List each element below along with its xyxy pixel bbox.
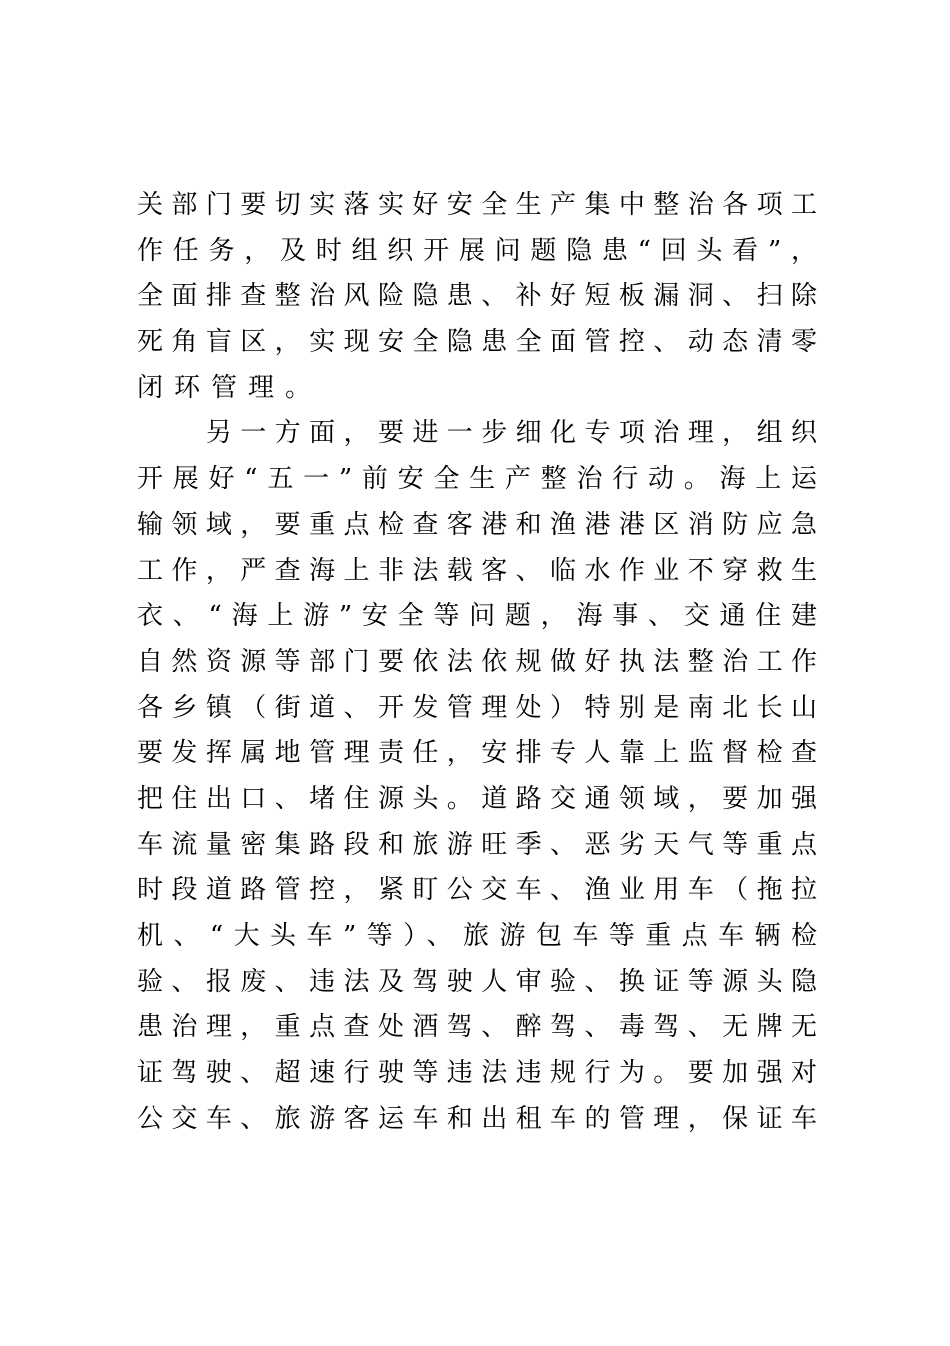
paragraph-start-line: 另一方面，要进一步细化专项治理，组织 bbox=[137, 418, 817, 449]
paragraph-end-line: 闭环管理。 bbox=[137, 372, 323, 403]
text-line: 工作，严查海上非法载客、临水作业不穿救生 bbox=[137, 555, 817, 586]
text-line: 患治理，重点查处酒驾、醉驾、毒驾、无牌无 bbox=[137, 1012, 817, 1043]
text-line: 车流量密集路段和旅游旺季、恶劣天气等重点 bbox=[137, 829, 817, 860]
text-line: 作任务，及时组织开展问题隐患“回头看”， bbox=[137, 235, 817, 266]
text-line: 把住出口、堵住源头。道路交通领域，要加强 bbox=[137, 783, 817, 814]
text-line: 公交车、旅游客运车和出租车的管理，保证车 bbox=[137, 1103, 817, 1134]
text-line: 证驾驶、超速行驶等违法违规行为。要加强对 bbox=[137, 1058, 817, 1089]
body-text bbox=[137, 183, 817, 1142]
text-line: 机、“大头车”等）、旅游包车等重点车辆检 bbox=[137, 921, 817, 951]
text-line: 关部门要切实落实好安全生产集中整治各项工 bbox=[137, 190, 817, 220]
text-line: 开展好“五一”前安全生产整治行动。海上运 bbox=[137, 464, 817, 495]
text-line: 时段道路管控，紧盯公交车、渔业用车（拖拉 bbox=[137, 875, 817, 906]
text-line: 验、报废、违法及驾驶人审验、换证等源头隐 bbox=[137, 966, 817, 997]
text-line: 自然资源等部门要依法依规做好执法整治工作 bbox=[137, 646, 817, 677]
text-line: 各乡镇（街道、开发管理处）特别是南北长山 bbox=[137, 692, 817, 723]
text-line: 死角盲区，实现安全隐患全面管控、动态清零 bbox=[137, 327, 817, 358]
text-line: 输领域，要重点检查客港和渔港港区消防应急 bbox=[137, 509, 817, 540]
text-line: 衣、“海上游”安全等问题，海事、交通住建 bbox=[137, 601, 817, 632]
text-line: 要发挥属地管理责任，安排专人靠上监督检查 bbox=[137, 738, 817, 769]
text-line: 全面排查整治风险隐患、补好短板漏洞、扫除 bbox=[137, 281, 817, 312]
